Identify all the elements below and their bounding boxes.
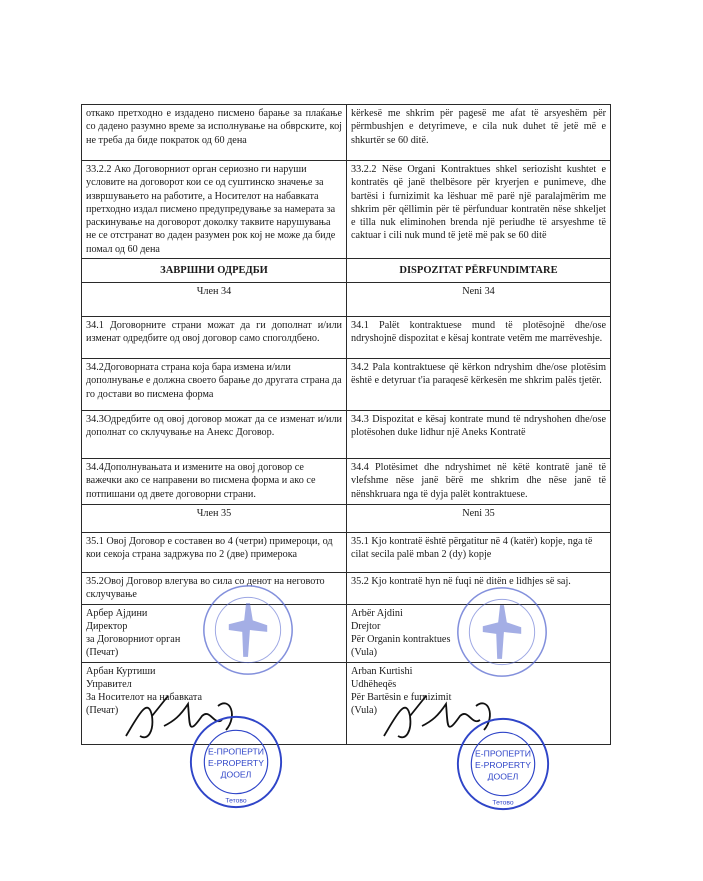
section-heading-row	[82, 259, 611, 283]
stamp-text-line3: ДООЕЛ	[487, 771, 519, 782]
cell-sq: kërkesë me shkrim për pagesë me afat të arsyeshëm për përmbushjen e detyrimeve, e cila nuk duhet të jetë më e shkurtër se 60 ditë.	[347, 105, 611, 161]
cell-mk: 33.2.2 Ако Договорниот орган сериозно ги наруши условите на договорот кои се од суштинско значење за извршувањето на работите, а Носителот на набавката претходно издал писмено предупредување за намерата за раскинување на договорот доколку таквите нарушувања не се отстранат во даден разумен рок кој не може да биде помал од 60 дена	[82, 161, 347, 259]
company-stamp-right	[455, 716, 551, 812]
seal-label: (Vula)	[351, 647, 377, 659]
table-row	[82, 105, 611, 161]
cell-mk: 34.3Одредбите од овој договор можат да се изменат и/или дополнат со склучување на Анекс Договор.	[82, 411, 347, 459]
signer-name: Arban Kurtishi	[351, 665, 413, 677]
table-row	[82, 411, 611, 459]
table-row	[82, 359, 611, 411]
cell-sq: 34.2 Pala kontraktuese që kërkon ndryshim dhe/ose plotësim është e detyruar t'ia paraqesë kërkesën me shkrim palës tjetër.	[347, 359, 611, 411]
signer-name: Arbër Ajdini	[351, 607, 403, 619]
cell-mk: откако претходно е издадено писмено барање за плаќање со дадено разумно време за исполнување на обврските, кој не треба да биде пократок од 60 дена	[82, 105, 347, 161]
table-row	[82, 317, 611, 359]
cell-mk: 34.4Дополнувањата и измените на овој договор се важечки ако се направени во писмена форма и ако се потпишани од двете договорни страни.	[82, 459, 347, 505]
article-row	[82, 505, 611, 533]
section-heading-mk: ЗАВРШНИ ОДРЕДБИ	[82, 259, 347, 283]
article-title-mk: Член 34	[82, 283, 347, 317]
cell-mk: 35.1 Овој Договор е составен во 4 (четри) примероци, од кои секоја страна задржува по 2 (две) примерока	[82, 533, 347, 573]
article-row	[82, 283, 611, 317]
cell-sq: 35.1 Kjo kontratë është përgatitur në 4 (katër) kopje, nga të cilat secila palë mban 2 (dy) kopje	[347, 533, 611, 573]
signer-party: за Договорниот орган	[86, 634, 181, 645]
cell-sq: 34.1 Palët kontraktuese mund të plotësojnë dhe/ose ndryshojnë dispozitat e kësaj kontrate vetëm me marrëveshje.	[347, 317, 611, 359]
stamp-text-line2: E-PROPERTY	[475, 759, 531, 770]
seal-label: (Печат)	[86, 647, 119, 659]
article-title-sq: Neni 34	[347, 283, 611, 317]
cell-mk: 34.1 Договорните страни можат да ги дополнат и/или изменат одредбите од овој договор само споголдбено.	[82, 317, 347, 359]
signer-party: За Носителот на набавката	[86, 692, 203, 703]
authority-stamp-left	[200, 582, 296, 678]
article-title-mk: Член 35	[82, 505, 347, 533]
table-row	[82, 533, 611, 573]
signer-party: Për Organin kontraktues	[351, 634, 451, 645]
signer-title: Drejtor	[351, 620, 381, 632]
signer-party: Për Bartësin e furnizimit	[351, 692, 452, 703]
cell-sq: 34.4 Plotësimet dhe ndryshimet në këtë kontratë janë të vlefshme nëse janë bërë me shkrim dhe nëse janë të nënshkruara nga të dyja palët kontraktuese.	[347, 459, 611, 505]
signer-name: Арбан Куртиши	[86, 665, 156, 677]
stamp-city: Тетово	[225, 797, 247, 805]
stamp-text-line1: Е-ПРОПЕРТИ	[208, 746, 264, 757]
authority-stamp-right	[454, 584, 550, 680]
cell-sq: 33.2.2 Nëse Organi Kontraktues shkel seriozisht kushtet e kontratës që janë thelbësore për kryerjen e punimeve, dhe bartësi i furnizimit ka lëshuar më parë një paralajmërim me shkrim për qëllimin për të përfunduar kontratën nëse shkeljet e tilla nuk eliminohen brenda një periudhe të arsyeshme të caktuar i cili nuk mund të jetë më pak se 60 ditë	[347, 161, 611, 259]
table-row	[82, 459, 611, 505]
stamp-text-line2: E-PROPERTY	[208, 757, 264, 768]
stamp-city: Тетово	[492, 799, 514, 807]
signer-title: Директор	[86, 620, 128, 632]
cell-sq: 34.3 Dispozitat e kësaj kontrate mund të ndryshohen dhe/ose plotësohen duke lidhur një Aneks Kontratë	[347, 411, 611, 459]
stamp-text-line3: ДООЕЛ	[220, 769, 252, 780]
signer-title: Udhëheqës	[351, 678, 397, 690]
seal-label: (Vula)	[351, 705, 377, 717]
company-stamp-left	[188, 714, 284, 810]
section-heading-sq: DISPOZITAT PËRFUNDIMTARE	[347, 259, 611, 283]
stamp-text-line1: Е-ПРОПЕРТИ	[475, 748, 531, 759]
signer-name: Арбер Аjдини	[86, 607, 148, 619]
article-title-sq: Neni 35	[347, 505, 611, 533]
seal-label: (Печат)	[86, 705, 119, 717]
cell-sq: 35.2 Kjo kontratë hyn në fuqi në ditën e lidhjes së saj.	[347, 573, 611, 605]
cell-mk: 35.2Овој Договор влегува во сила со денот на неговото склучување	[82, 573, 347, 605]
cell-mk: 34.2Договорната страна која бара измена и/или дополнување е должна своето барање до другата страна да го достави во писмена форма	[82, 359, 347, 411]
table-row	[82, 161, 611, 259]
signer-title: Управител	[86, 678, 132, 690]
